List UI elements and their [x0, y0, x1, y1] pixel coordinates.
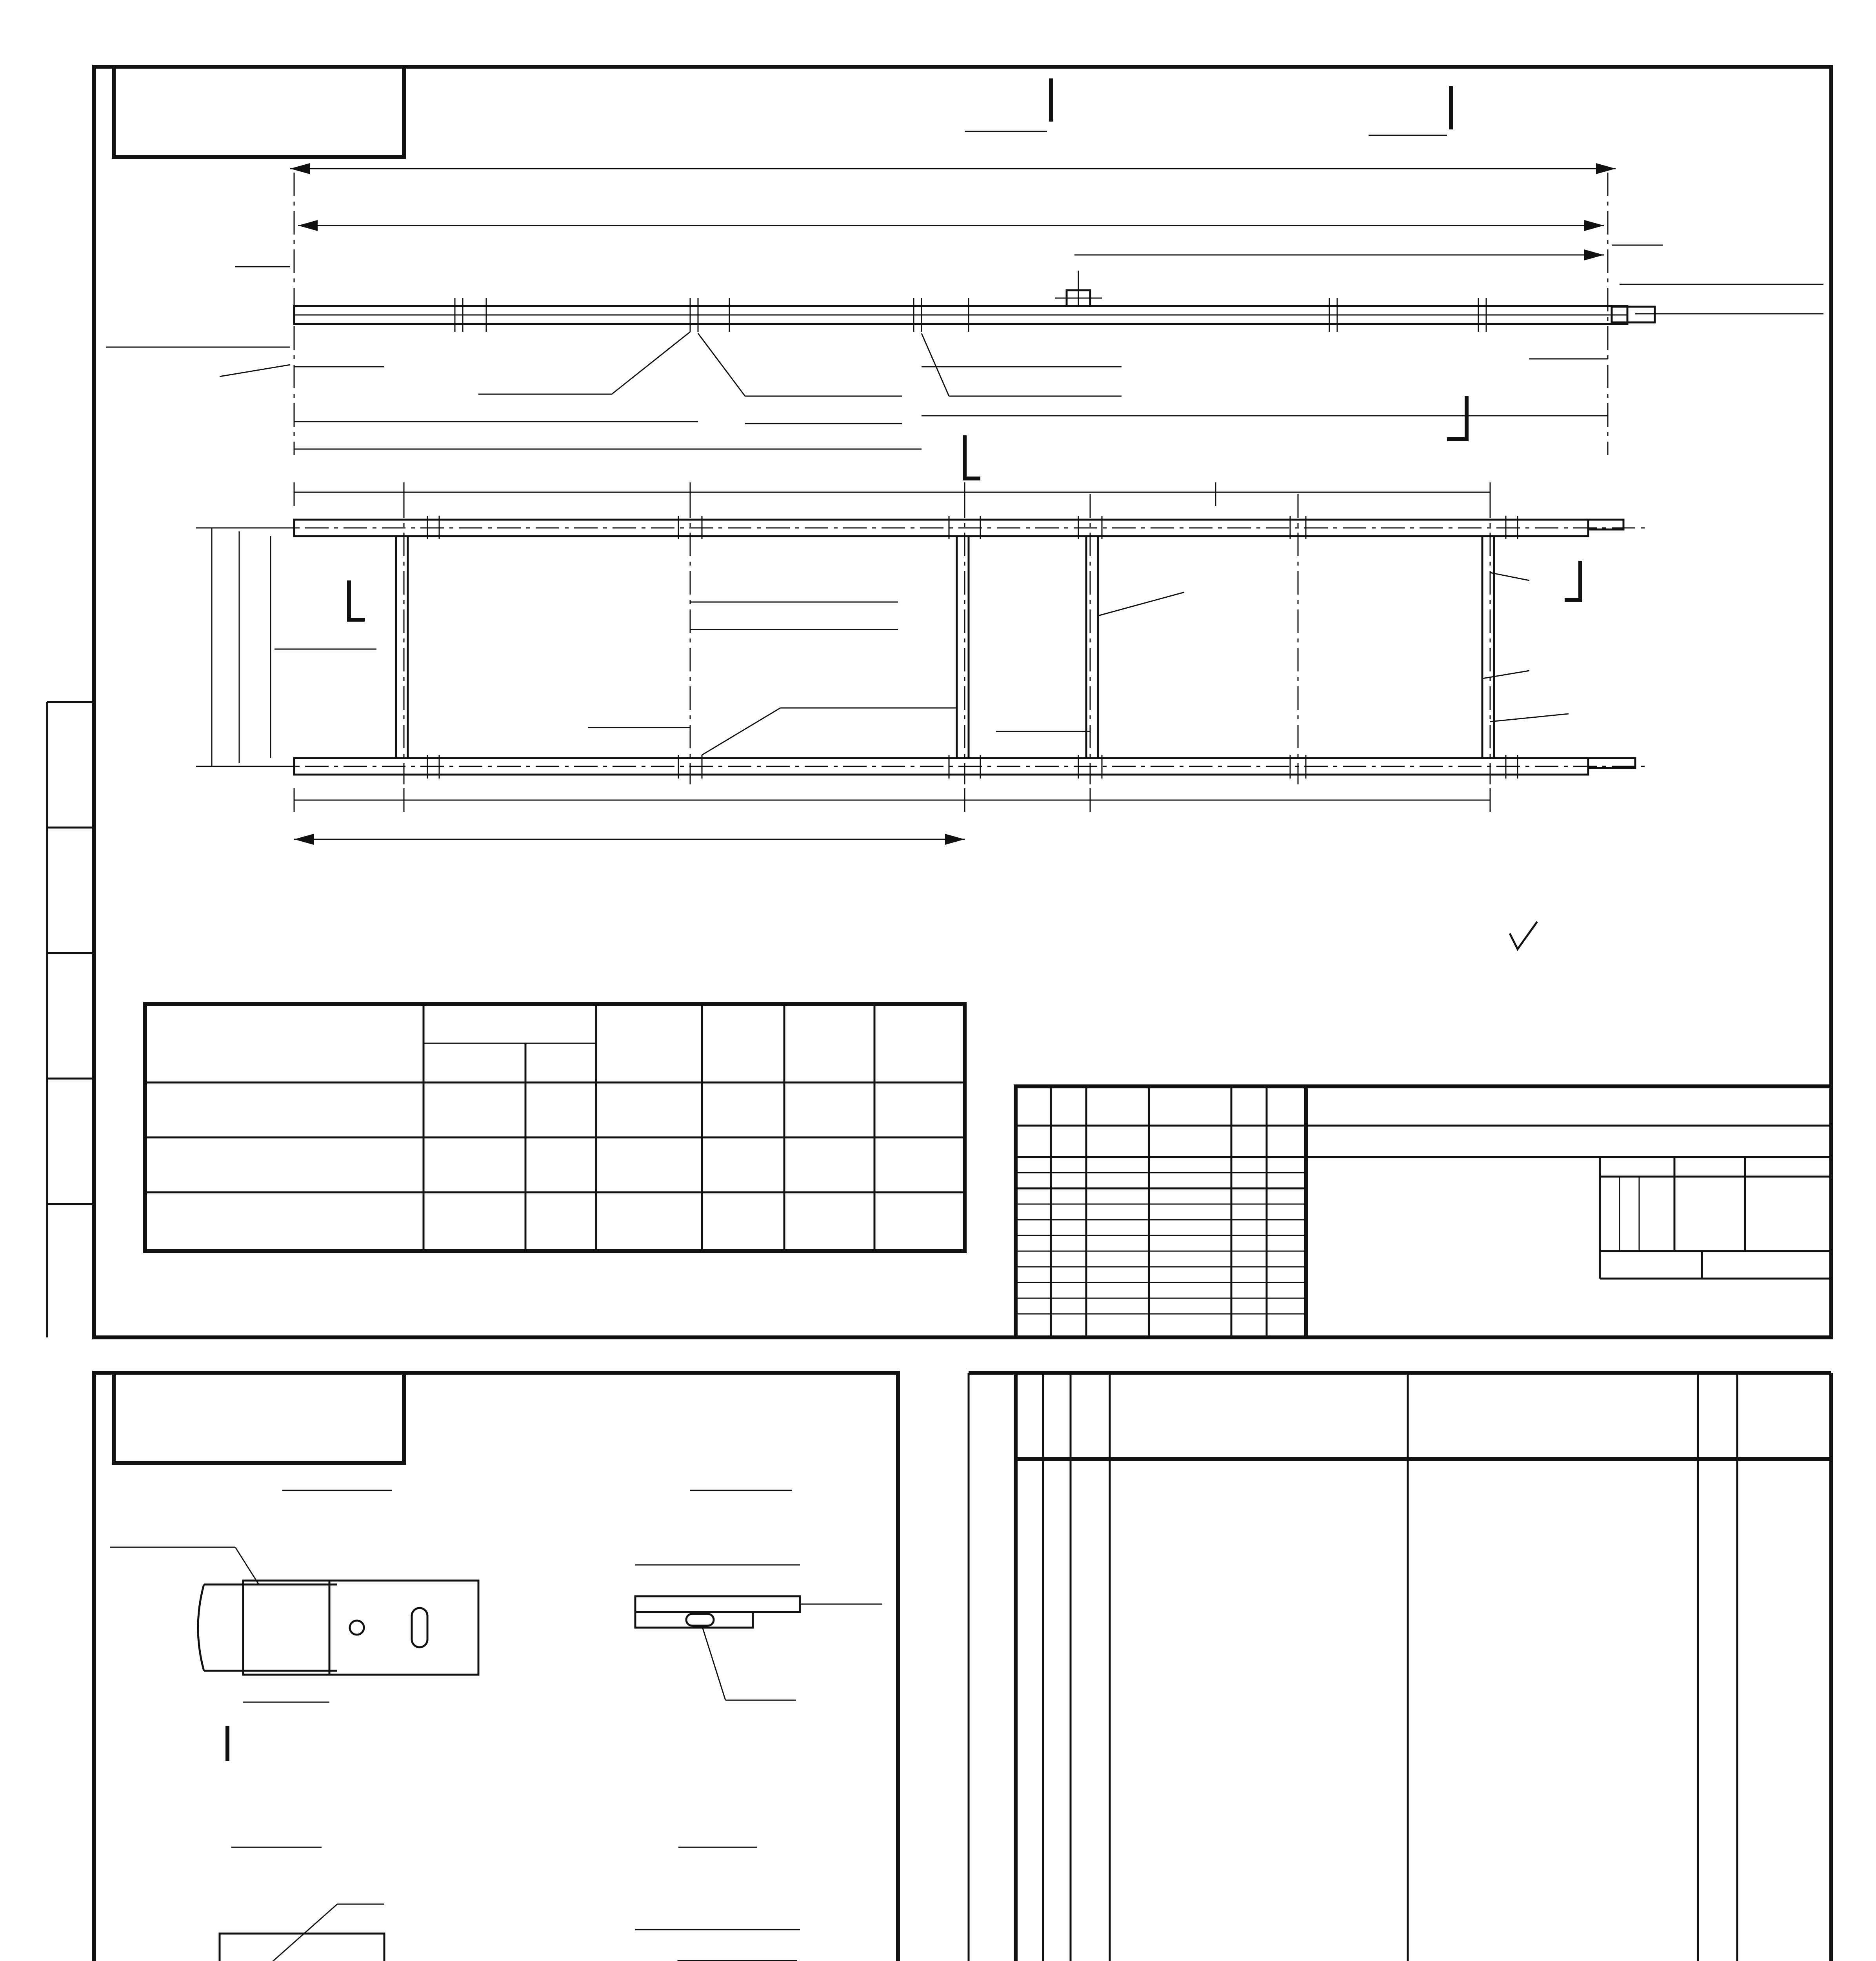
title-block-1 — [1016, 1086, 1831, 1337]
corner-code-box — [114, 1373, 404, 1463]
variants-table — [145, 1004, 965, 1251]
roughness-icon — [1510, 922, 1537, 949]
spec-sheet — [969, 1373, 1831, 1961]
section-marker — [1447, 396, 1467, 439]
view-a — [110, 1490, 478, 1761]
elevation-view — [106, 78, 1823, 478]
cross-member — [1482, 536, 1494, 758]
cross-member — [1086, 536, 1098, 758]
spec-side-stamp — [969, 1373, 1016, 1961]
sheet-1 — [47, 67, 1831, 1337]
view-v — [169, 1847, 431, 1961]
view-b — [635, 1490, 882, 1700]
sheet-2 — [47, 1373, 898, 1961]
corner-code-box — [114, 67, 404, 157]
section-marker — [965, 435, 980, 478]
view-g — [635, 1847, 847, 1961]
plan-view — [196, 482, 1647, 845]
side-stamp-top — [47, 702, 94, 1337]
cross-member — [396, 536, 408, 758]
notes — [1510, 922, 1537, 949]
cross-member — [957, 536, 969, 758]
